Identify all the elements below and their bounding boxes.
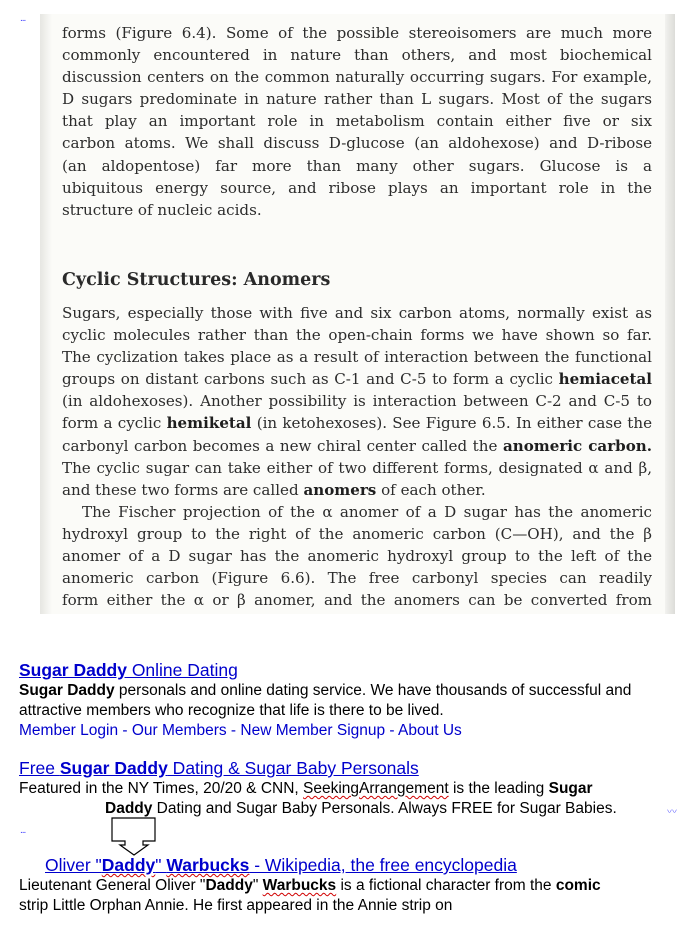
text-span: is a fictional character from the (336, 877, 556, 894)
title-part: - Wikipedia, the free encyclopedia (249, 855, 517, 875)
text-line: forms (Figure 6.4). Some of the possible stereoisomers are much more (62, 24, 652, 42)
snippet-bold: Daddy (205, 877, 253, 894)
text-span: groups on distant carbons such as C-1 and C-5 to form a cyclic (62, 370, 559, 389)
text-span: and these two forms are called (62, 480, 304, 499)
search-result-2 (19, 757, 689, 819)
text-line (62, 368, 652, 390)
result-3-snippet-line-1 (19, 876, 689, 896)
new-member-signup-link[interactable]: New Member Signup (240, 722, 386, 739)
separator: - (118, 722, 132, 739)
text-line: The cyclization takes place as a result of interaction between the functional (62, 348, 652, 367)
text-span: Lieutenant General Oliver " (19, 877, 206, 894)
snippet-bold: comic (555, 877, 601, 894)
term-anomers: anomers (303, 480, 377, 499)
text-line: The Fischer projection of the α anomer of a D sugar has the anomeric (82, 502, 652, 521)
text-line: carbon atoms. We shall discuss D-glucose (an aldohexose) and D-ribose (62, 134, 652, 153)
text-line: anomeric carbon (Figure 6.6). The free carbonyl species can readily (62, 569, 652, 588)
snippet-bold: Sugar Daddy (19, 682, 115, 699)
down-arrow-callout-icon (111, 817, 157, 857)
text-line: (in aldohexoses). Another possibility is interaction between C-2 and C-5 to (62, 392, 652, 411)
text-line: cyclic molecules rather than the open-chain forms we have shown so far. (62, 326, 652, 345)
result-1-snippet (19, 681, 689, 721)
text-span: Dating and Sugar Baby Personals. Always FREE for Sugar Babies. (152, 800, 617, 817)
text-line: Sugars, especially those with five and six carbon atoms, normally exist as (62, 304, 652, 322)
result-1-sitelinks (19, 721, 689, 741)
text-span: is the leading (448, 780, 549, 797)
section-heading: Cyclic Structures: Anomers (62, 270, 331, 290)
scan-left-shadow (40, 14, 52, 614)
snippet-bold: Sugar (548, 780, 593, 797)
result-2-snippet-line-1 (19, 779, 689, 799)
ellipsis-mark-top: ... (20, 13, 26, 24)
text-span: (in ketohexoses). See Figure 6.5. In either case the (251, 414, 652, 433)
text-line (62, 412, 652, 434)
term-hemiketal: hemiketal (166, 414, 252, 433)
result-2-title-link[interactable] (19, 757, 689, 779)
text-line: structure of nucleic acids. (62, 200, 262, 219)
member-login-link[interactable]: Member Login (19, 722, 119, 739)
snippet-rest: personals and online dating service. We have thousands of successful and attractive members who recognize that life is there to be lived. (19, 682, 632, 719)
textbook-paragraph-2 (62, 302, 652, 611)
text-line: ubiquitous energy source, and ribose plays an important role in the (62, 178, 652, 197)
term-anomeric-carbon: anomeric carbon. (502, 436, 652, 455)
textbook-paragraph-1 (62, 22, 652, 221)
result-3-snippet-line-2: strip Little Orphan Annie. He first appeared in the Annie strip on (19, 897, 453, 914)
spellcheck-word: SeekingArrangement (303, 780, 449, 797)
text-line: hydroxyl group to the right of the anomeric carbon (C—OH), and the β (62, 524, 652, 543)
text-line: The cyclic sugar can take either of two different forms, designated α and β, (62, 458, 652, 477)
result-2-snippet-line-2 (19, 799, 689, 819)
title-part: Oliver " (45, 855, 102, 875)
title-bold: Daddy (101, 855, 156, 875)
text-span: Featured in the NY Times, 20/20 & CNN, (19, 780, 304, 797)
about-us-link[interactable]: About Us (398, 722, 462, 739)
title-rest: Online Dating (126, 660, 238, 680)
snippet-bold: Daddy (105, 800, 153, 817)
ellipsis-mark-bottom: ... (20, 825, 26, 836)
search-result-3 (19, 854, 689, 916)
term-hemiacetal: hemiacetal (558, 370, 652, 389)
scan-right-shadow (665, 14, 675, 614)
search-result-1 (19, 659, 689, 741)
separator: - (385, 722, 399, 739)
text-line: that play an important role in metabolism contain either five or six (62, 112, 652, 131)
text-line: discussion centers on the common naturally occurring sugars. For example, (62, 68, 652, 87)
title-bold: Sugar Daddy (19, 660, 127, 680)
title-bold: Sugar Daddy (59, 758, 168, 778)
text-span: form a cyclic (62, 414, 167, 433)
result-1-title-link[interactable] (19, 659, 689, 681)
separator: - (226, 722, 241, 739)
text-line (62, 435, 652, 457)
title-pre: Free (19, 758, 60, 778)
text-line (62, 479, 652, 501)
text-line: anomer of a D sugar has the anomeric hydroxyl group to the left of the (62, 547, 652, 566)
snippet-bold: Warbucks (262, 877, 337, 894)
text-line: commonly encountered in nature than others, and most biochemical (62, 46, 652, 65)
text-line: D sugars predominate in nature rather than L sugars. Most of the sugars (62, 90, 652, 109)
text-line: form either the α or β anomer, and the anomers can be converted from (62, 591, 652, 610)
text-span: " (252, 877, 263, 894)
text-line: (an aldopentose) far more than many other sugars. Glucose is a (62, 156, 652, 175)
result-3-title-link[interactable] (45, 854, 689, 876)
squiggle-mark: 〰 (667, 807, 676, 818)
title-part: " (155, 855, 167, 875)
our-members-link[interactable]: Our Members (131, 722, 227, 739)
title-rest: Dating & Sugar Baby Personals (167, 758, 419, 778)
text-span: carbonyl carbon becomes a new chiral center called the (62, 436, 503, 455)
title-bold: Warbucks (166, 855, 250, 875)
text-span: of each other. (376, 480, 486, 499)
